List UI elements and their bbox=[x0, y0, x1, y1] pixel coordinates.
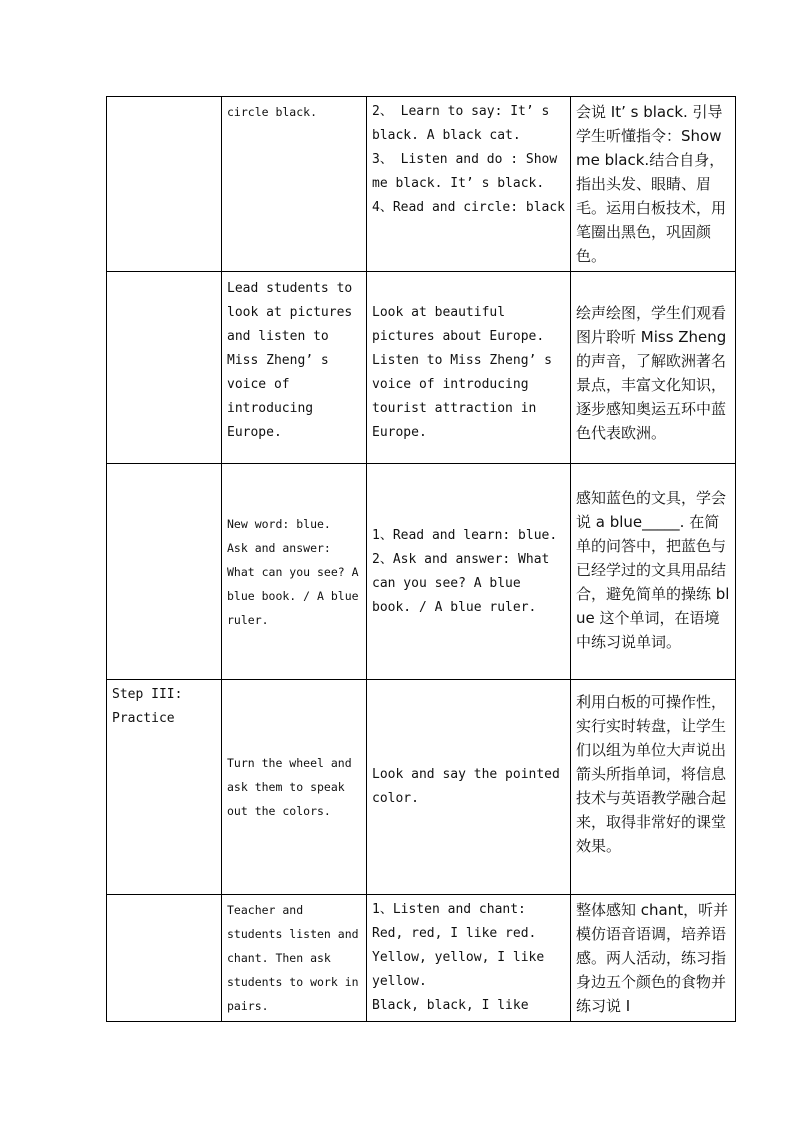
step-cell bbox=[107, 272, 222, 464]
purpose-cell: 会说 It’ s black. 引导学生听懂指令：Show me black.结合自身，指出头发、眼睛、眉毛。运用白板技术，用笔圈出黑色，巩固颜色。 bbox=[571, 97, 736, 272]
step-cell bbox=[107, 680, 222, 895]
step-cell bbox=[107, 464, 222, 680]
student-activity-cell: 1、Listen and chant: Red, red, I like red. Yellow, yellow, I like yellow. Black, black, I like bbox=[367, 895, 571, 1022]
step-cell bbox=[107, 97, 222, 272]
table-row bbox=[107, 97, 736, 272]
student-activity-cell: 1、Read and learn: blue. 2、Ask and answer: What can you see? A blue book. / A blue ruler. bbox=[367, 464, 571, 680]
step-label: Step III: Practice bbox=[112, 687, 191, 726]
student-activity-cell: 2、 Learn to say: It’ s black. A black cat. 3、 Listen and do : Show me black. It’ s black. 4、Read and circle: black bbox=[367, 97, 571, 272]
table-row bbox=[107, 272, 736, 464]
purpose-cell: 利用白板的可操作性，实行实时转盘，让学生们以组为单位大声说出箭头所指单词，将信息技术与英语教学融合起来，取得非常好的课堂效果。 bbox=[571, 680, 736, 895]
teacher-activity-cell: Lead students to look at pictures and listen to Miss Zheng’ s voice of introducing Europe. bbox=[222, 272, 367, 464]
purpose-cell: 整体感知 chant，听并模仿语音语调，培养语感。两人活动，练习指身边五个颜色的食物并练习说 I bbox=[571, 895, 736, 1022]
student-activity-cell: Look and say the pointed color. bbox=[367, 680, 571, 895]
purpose-cell: 感知蓝色的文具，学会说 a blue_____. 在简单的问答中，把蓝色与已经学过的文具用品结合，避免简单的操练 blue 这个单词，在语境中练习说单词。 bbox=[571, 464, 736, 680]
student-activity-cell: Look at beautiful pictures about Europe. Listen to Miss Zheng’ s voice of introducing tourist attraction in Europe. bbox=[367, 272, 571, 464]
lesson-plan-table bbox=[106, 96, 736, 1022]
table-row bbox=[107, 895, 736, 1022]
teacher-activity-cell: Turn the wheel and ask them to speak out the colors. bbox=[222, 680, 367, 895]
teacher-activity-cell: circle black. bbox=[222, 97, 367, 272]
table-row bbox=[107, 464, 736, 680]
teacher-activity-cell: New word: blue. Ask and answer: What can you see? A blue book. / A blue ruler. bbox=[222, 464, 367, 680]
purpose-cell: 绘声绘图，学生们观看图片聆听 Miss Zheng 的声音，了解欧洲著名景点，丰富文化知识，逐步感知奥运五环中蓝色代表欧洲。 bbox=[571, 272, 736, 464]
step-cell bbox=[107, 895, 222, 1022]
teacher-activity-cell: Teacher and students listen and chant. Then ask students to work in pairs. bbox=[222, 895, 367, 1022]
table-row bbox=[107, 680, 736, 895]
